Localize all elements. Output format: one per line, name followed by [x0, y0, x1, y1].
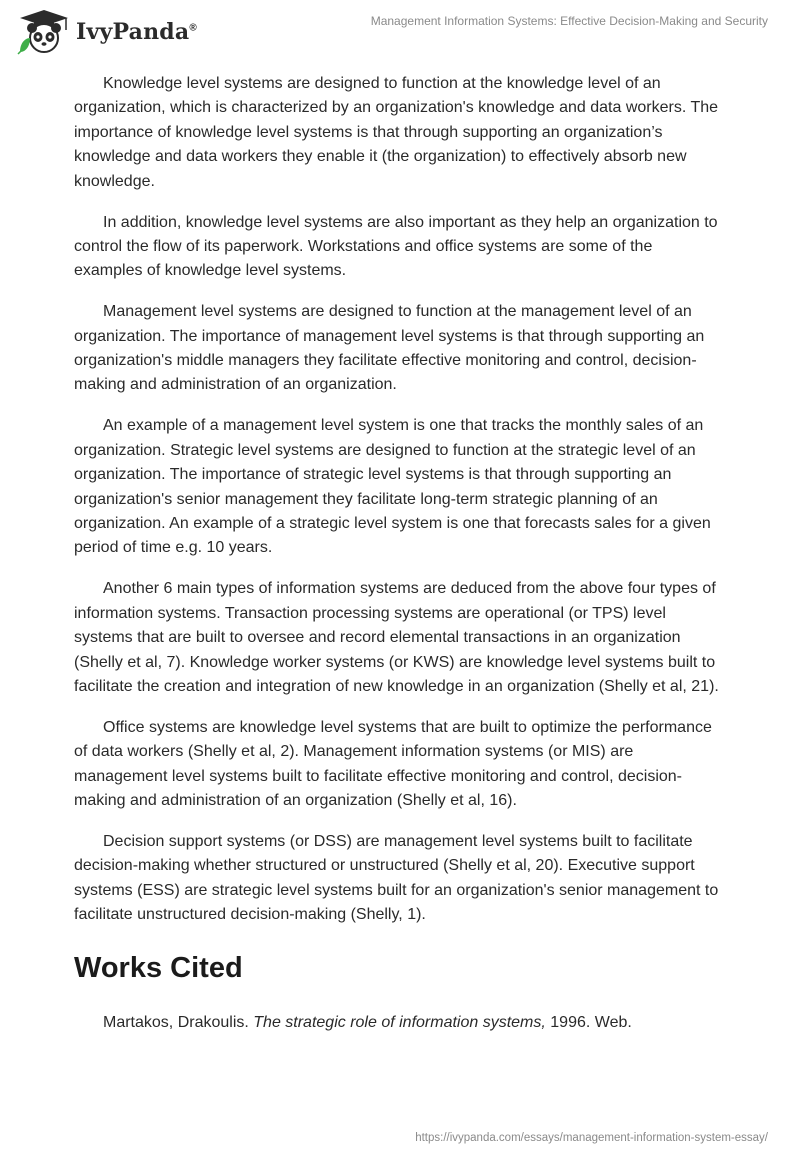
citation-title: The strategic role of information systems, [253, 1013, 546, 1031]
paragraph: Management level systems are designed to function at the management level of an organization. The importance of management level systems is that through supporting an organization's middle managers they facilitate effective monitoring and control, decision-making and administration of an organization. [74, 303, 705, 394]
registered-mark: ® [189, 22, 197, 34]
paragraph: An example of a management level system is one that tracks the monthly sales of an organization. Strategic level systems are designed to function at the strategic level of an organization. The importance of strategic level systems is that through supporting an organization's senior management they facilitate long-term strategic planning of an organization. An example of a strategic level system is one that forecasts sales for a given period of time e.g. 10 years. [74, 417, 711, 557]
ivypanda-logo[interactable] [14, 8, 197, 56]
logo-wordmark: IvyPanda® [76, 19, 197, 45]
paragraph: In addition, knowledge level systems are also important as they help an organization to control the flow of its paperwork. Workstations and office systems are some of the examples of knowledge level systems. [74, 213, 718, 280]
paragraph: Another 6 main types of information systems are deduced from the above four types of information systems. Transaction processing systems are operational (or TPS) level systems that are built to oversee and record elemental transactions in an organization (Shelly et al, 7). Knowledge worker systems (or KWS) are knowledge level systems built to facilitate the creation and integration of new knowledge in an organization (Shelly et al, 21). [74, 580, 719, 695]
panda-graduate-icon [14, 8, 72, 56]
citation-author: Martakos, Drakoulis. [103, 1013, 254, 1031]
source-url[interactable]: https://ivypanda.com/essays/management-information-system-essay/ [415, 1132, 768, 1144]
document-title: Management Information Systems: Effective Decision-Making and Security [370, 14, 768, 28]
citation-entry [74, 1011, 724, 1035]
paragraph: Office systems are knowledge level systems that are built to optimize the performance of data workers (Shelly et al, 2). Management information systems (or MIS) are management level systems built to facilitate effective monitoring and control, decision-making and administration of an organization (Shelly et al, 16). [74, 718, 712, 810]
works-cited-heading: Works Cited [74, 951, 243, 984]
citation-details: 1996. Web. [545, 1013, 632, 1031]
page-header [0, 0, 800, 62]
paragraph: Knowledge level systems are designed to function at the knowledge level of an organization, which is characterized by an organization's knowledge and data workers. The importance of knowledge level systems is that through supporting an organization’s knowledge and data workers they enable it (the organization) to effectively absorb new knowledge. [74, 75, 719, 190]
paragraph: Decision support systems (or DSS) are management level systems built to facilitate decision-making whether structured or unstructured (Shelly et al, 20). Executive support systems (ESS) are strategic level systems built for an organization's senior management to facilitate unstructured decision-making (Shelly, 1). [74, 832, 719, 924]
essay-content [74, 72, 724, 1035]
